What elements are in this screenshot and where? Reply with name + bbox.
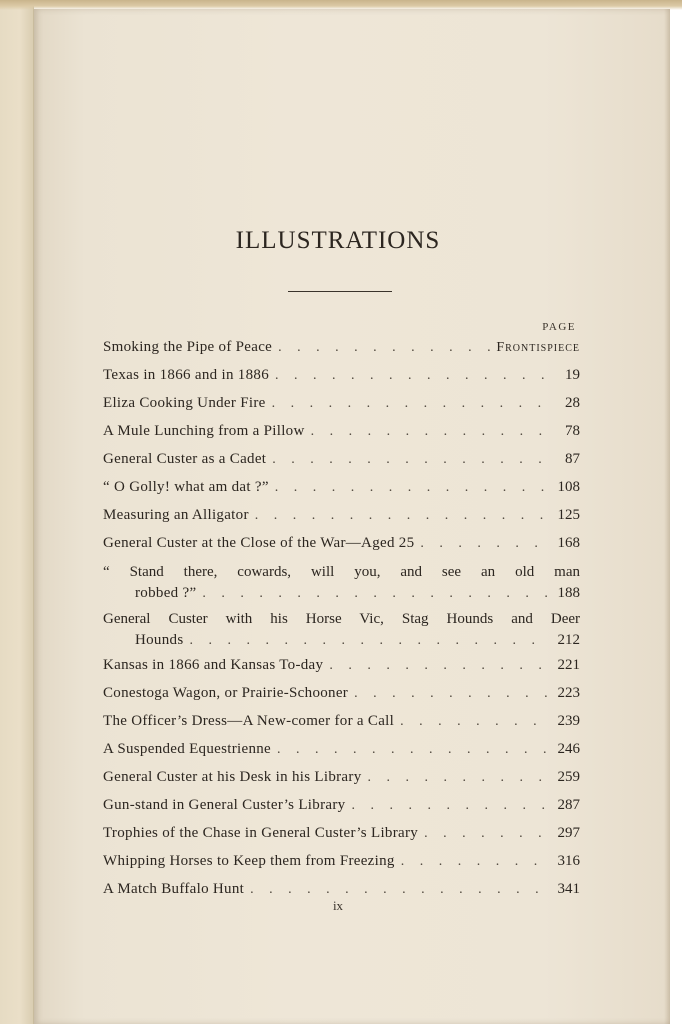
page-title: ILLUSTRATIONS [235, 227, 441, 254]
entry-title: A Suspended Equestrienne [103, 741, 272, 757]
leader-dots [255, 502, 550, 530]
entry-title-continued: robbed ?” [135, 585, 197, 601]
entry-page: 108 [557, 479, 580, 495]
leader-dots [420, 530, 550, 558]
page-edge-shadow [664, 9, 670, 1024]
leader-dots [189, 630, 550, 652]
list-item [103, 361, 580, 389]
list-item [103, 791, 580, 819]
list-item [103, 707, 580, 735]
entry-page: 19 [565, 367, 580, 383]
leader-dots [277, 736, 550, 764]
list-item [103, 847, 580, 875]
list-item [103, 735, 580, 763]
list-item [103, 389, 580, 417]
entry-page: Frontispiece [496, 340, 580, 355]
list-item [103, 679, 580, 707]
entry-page: 168 [557, 535, 580, 551]
list-item [103, 445, 580, 473]
illustrations-list [103, 333, 580, 903]
leader-dots [401, 848, 550, 876]
entry-title: Kansas in 1866 and Kansas To-day [103, 657, 324, 673]
leader-dots [354, 680, 550, 708]
leader-dots [329, 652, 550, 680]
entry-title-continued: Hounds [135, 632, 184, 648]
title-rule [288, 291, 392, 292]
leader-dots [278, 334, 490, 362]
leader-dots [272, 446, 550, 474]
entry-page: 87 [565, 451, 580, 467]
entry-page: 212 [557, 632, 580, 648]
entry-title: General Custer as a Cadet [103, 451, 267, 467]
entry-title: A Mule Lunching from a Pillow [103, 423, 305, 439]
entry-title: “ O Golly! what am dat ?” [103, 479, 269, 495]
list-item [103, 333, 580, 361]
list-item [103, 417, 580, 445]
list-item [103, 529, 580, 557]
leader-dots [311, 418, 550, 446]
entry-title: Conestoga Wagon, or Prairie-Schooner [103, 685, 349, 701]
entry-title: The Officer’s Dress—A New-comer for a Call [103, 713, 395, 729]
entry-title: “ Stand there, cowards, will you, and see an old man [103, 564, 580, 580]
list-item [103, 819, 580, 847]
entry-title: Measuring an Alligator [103, 507, 249, 523]
entry-page: 28 [565, 395, 580, 411]
entry-title: Trophies of the Chase in General Custer’s Library [103, 825, 419, 841]
entry-title: Whipping Horses to Keep them from Freezing [103, 853, 395, 869]
entry-page: 221 [557, 657, 580, 673]
entry-page: 239 [557, 713, 580, 729]
list-item [103, 557, 580, 604]
book-page [34, 9, 670, 1024]
entry-title: General Custer at his Desk in his Library [103, 769, 362, 785]
leader-dots [275, 474, 550, 502]
page-folio: ix [332, 898, 344, 913]
entry-page: 246 [557, 741, 580, 757]
entry-page: 287 [557, 797, 580, 813]
list-item [103, 473, 580, 501]
entry-title: General Custer with his Horse Vic, Stag Hounds and Deer [103, 611, 580, 627]
entry-page: 78 [565, 423, 580, 439]
page-column-label: PAGE [542, 321, 576, 333]
entry-title: Eliza Cooking Under Fire [103, 395, 266, 411]
entry-page: 341 [557, 881, 580, 897]
leader-dots [351, 792, 550, 820]
list-item [103, 763, 580, 791]
book-spine [0, 0, 34, 1024]
entry-page: 188 [557, 585, 580, 601]
leader-dots [368, 764, 551, 792]
list-item [103, 651, 580, 679]
entry-page: 125 [557, 507, 580, 523]
leader-dots [272, 390, 550, 418]
leader-dots [424, 820, 550, 848]
leader-dots [400, 708, 550, 736]
entry-page: 316 [557, 853, 580, 869]
list-item [103, 604, 580, 651]
list-item [103, 501, 580, 529]
entry-page: 297 [557, 825, 580, 841]
leader-dots [275, 362, 550, 390]
entry-title: Gun-stand in General Custer’s Library [103, 797, 346, 813]
entry-page: 223 [557, 685, 580, 701]
entry-title: Smoking the Pipe of Peace [103, 339, 273, 355]
entry-title: Texas in 1866 and in 1886 [103, 367, 270, 383]
leader-dots [202, 583, 550, 605]
entry-title: General Custer at the Close of the War—Aged 25 [103, 535, 415, 551]
entry-title: A Match Buffalo Hunt [103, 881, 245, 897]
entry-page: 259 [557, 769, 580, 785]
